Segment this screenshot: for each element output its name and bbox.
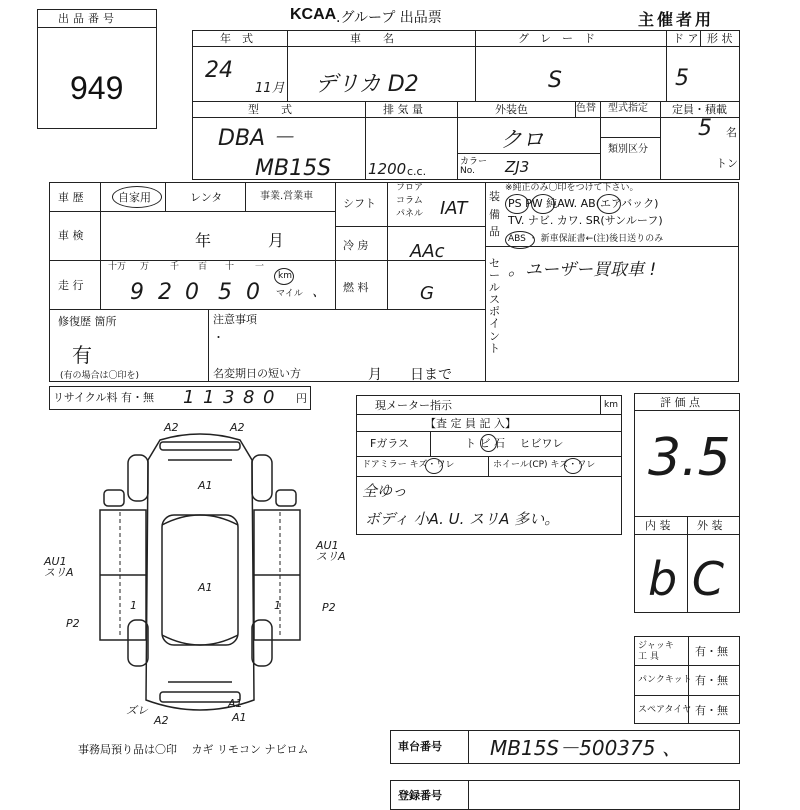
repair-note: (有の場合は〇印を) xyxy=(60,371,140,381)
exterior-color-label: 外装色 xyxy=(495,103,528,116)
abs-circle xyxy=(505,231,535,249)
capacity-unit: 名 xyxy=(726,126,737,139)
meter-unit: km xyxy=(604,400,618,410)
recycle-digit-3: 8 xyxy=(243,387,255,408)
recycle-digit-1: 1 xyxy=(203,387,215,408)
damage-mark-left-door: 1 xyxy=(130,599,137,612)
rental-option: レンタ xyxy=(190,191,223,204)
displacement-label: 排 気 量 xyxy=(383,103,423,116)
fuel-value: G xyxy=(420,283,434,304)
month-value: 11月 xyxy=(255,81,285,96)
damage-mark-rear-bumper: A2 xyxy=(154,714,169,727)
name-change-label: 名変期日の短い方 xyxy=(213,367,301,380)
items-note: 事務局預り品は〇印 カギ リモコン ナビロム xyxy=(78,743,309,756)
spare-value: 有・無 xyxy=(695,704,728,717)
digit-label-4: 十 xyxy=(225,262,235,272)
group-title: .グループ 出品票 xyxy=(336,10,442,26)
equipment-line-3: ABS ・ 新車保証書←(注)後日送りのみ xyxy=(508,234,664,244)
recycle-unit: 円 xyxy=(296,392,307,405)
color-no-value: ZJ3 xyxy=(505,158,530,176)
color-no-label: カラー No. xyxy=(460,157,488,176)
damage-mark-hood: A1 xyxy=(198,479,213,492)
evaluation-score: 3.5 xyxy=(648,428,731,488)
grade-value: S xyxy=(548,68,562,93)
interior-exterior-grades: b C xyxy=(648,552,724,606)
sales-point-value: 。ユーザー買取車 ! xyxy=(508,260,657,280)
mileage-digit-1: 2 xyxy=(158,280,172,305)
ton-unit: トン xyxy=(716,157,738,170)
name-label: 車 名 xyxy=(350,32,394,45)
equipment-line-1: PS PW 純AW. AB(エアバック) xyxy=(508,197,659,210)
wheel-circle xyxy=(564,458,582,474)
shift-option-floor: フロア xyxy=(396,183,424,193)
damage-mark-rear: A1 xyxy=(232,711,247,724)
mileage-digit-4: 0 xyxy=(246,280,260,305)
ac-value: AAc xyxy=(410,241,445,262)
inspector-note-2: ボディ 小A. U. スリA 多い。 xyxy=(365,510,560,528)
lot-number: 949 xyxy=(70,70,124,106)
private-use-circle xyxy=(112,186,162,208)
equipment-label: 装 備 品 xyxy=(489,190,500,239)
model-spec-label: 型式指定 xyxy=(608,103,648,114)
chassis-label: 車台番号 xyxy=(398,740,442,753)
displacement-unit: c.c. xyxy=(407,165,427,178)
history-block xyxy=(49,182,739,382)
capacity-label: 定員・積載 xyxy=(672,103,727,116)
digit-label-2: 千 xyxy=(170,262,180,272)
damage-mark-front-right: A2 xyxy=(230,421,245,434)
damage-mark-rear-shift: ズレ xyxy=(126,704,148,717)
ps-circle xyxy=(505,194,529,214)
shift-value: IAT xyxy=(440,198,468,219)
shift-option-column: コラム xyxy=(396,196,423,206)
business-option: 事業.営業車 xyxy=(260,191,314,202)
model-prefix: DBA － xyxy=(218,126,295,151)
recycle-digit-4: 0 xyxy=(263,387,275,408)
meter-label: 現メーター指示 xyxy=(375,399,452,412)
jack-label: ジャッキ 工 具 xyxy=(638,641,674,662)
inspection-label: 車 検 xyxy=(58,229,84,242)
repair-value: 有 xyxy=(72,343,92,367)
year-label: 年 式 xyxy=(220,32,253,45)
shift-option-panel: パネル xyxy=(396,209,424,219)
mile-unit: マイル xyxy=(276,289,303,299)
damage-mark-left-rear: P2 xyxy=(66,617,80,630)
caution-mark: ・ xyxy=(213,331,224,344)
digit-label-1: 万 xyxy=(140,262,150,272)
damage-mark-right-door: 1 xyxy=(274,599,281,612)
damage-mark-rear-right: A1 xyxy=(228,697,243,710)
displacement-value: 1200 xyxy=(368,160,407,178)
year-value: 24 xyxy=(205,58,233,83)
evaluation-label: 評 価 点 xyxy=(660,396,700,409)
registration-row xyxy=(390,780,740,810)
inspection-month-unit: 月 xyxy=(268,231,285,250)
damage-mark-right-side: AU1 スリA xyxy=(316,539,346,563)
jack-value: 有・無 xyxy=(695,645,728,658)
km-unit: km xyxy=(278,271,292,281)
repair-label: 修復歴 箇所 xyxy=(58,315,117,328)
private-use-option: 自家用 xyxy=(118,191,151,204)
doors-label: ド ア xyxy=(673,32,699,45)
recycle-label: リサイクル料 有・無 xyxy=(53,391,154,404)
brand-logo: KCAA xyxy=(290,6,337,23)
exterior-color-value: クロ xyxy=(500,128,545,153)
capacity-value: 5 xyxy=(698,116,712,141)
damage-mark-left-side: AU1 スリA xyxy=(44,555,74,579)
shape-label: 形 状 xyxy=(707,32,733,45)
interior-label: 内 装 xyxy=(645,519,671,532)
fuel-label: 燃 料 xyxy=(343,281,369,294)
spare-label: スペアタイヤ xyxy=(638,705,692,715)
category-label: 類別区分 xyxy=(608,144,648,155)
damage-mark-front-left: A2 xyxy=(164,421,179,434)
model-label: 型 式 xyxy=(248,103,292,116)
sales-point-label: セールスポイント xyxy=(489,257,500,355)
inspection-year-unit: 年 xyxy=(195,231,212,250)
mileage-label: 走 行 xyxy=(58,279,84,292)
damage-mark-right-rear: P2 xyxy=(322,601,336,614)
grade-label: グ レ ー ド xyxy=(518,32,595,45)
model-value: MB15S xyxy=(255,156,332,181)
wheel-label: ホイール(CP) キズ・ワレ xyxy=(493,460,596,470)
mileage-digit-3: 5 xyxy=(218,280,232,305)
car-name-value: デリカ D2 xyxy=(315,72,419,97)
mirror-circle xyxy=(425,458,443,474)
km-circle xyxy=(274,268,294,285)
recycle-digit-2: 3 xyxy=(223,387,235,408)
damage-mark-roof: A1 xyxy=(198,581,213,594)
lot-label: 出品番号 xyxy=(58,12,118,25)
color-change-label: 色替 xyxy=(576,103,596,114)
puncture-value: 有・無 xyxy=(695,674,728,687)
equipment-note: ※純正のみ〇印をつけて下さい。 xyxy=(505,183,639,193)
history-label: 車 歴 xyxy=(58,191,84,204)
glass-label: Fガラス xyxy=(370,437,409,450)
organizer-label: 主催者用 xyxy=(638,10,715,29)
ac-label: 冷 房 xyxy=(343,239,369,252)
registration-label: 登録番号 xyxy=(398,789,442,802)
digit-label-5: 一 xyxy=(255,262,265,272)
mileage-digit-0: 9 xyxy=(130,280,144,305)
mileage-mark: 、 xyxy=(312,284,326,300)
puncture-label: パンクキット xyxy=(638,675,692,685)
pw-circle xyxy=(531,194,555,214)
name-change-month: 月 xyxy=(368,367,382,383)
glass-option-circle xyxy=(480,434,497,452)
digit-label-3: 百 xyxy=(198,262,208,272)
doors-value: 5 xyxy=(675,66,689,91)
glass-options: ト ビ 石 ヒビワレ xyxy=(465,437,564,450)
car-damage-diagram xyxy=(40,420,360,740)
equipment-line-2: TV. ナビ. カワ. SR(サンルーフ) xyxy=(508,214,663,227)
chassis-value: MB15S－500375 、 xyxy=(490,736,682,760)
exterior-label: 外 装 xyxy=(697,519,723,532)
recycle-digit-0: 1 xyxy=(183,387,195,408)
mileage-digit-2: 0 xyxy=(185,280,199,305)
digit-label-0: 十万 xyxy=(108,262,127,272)
name-change-day: 日まで xyxy=(410,367,452,383)
inspector-label: 【査 定 員 記 入】 xyxy=(425,417,516,430)
caution-label: 注意事項 xyxy=(213,313,257,326)
shift-label: シフト xyxy=(343,197,376,210)
mirror-label: ドアミラー キズ・ワレ xyxy=(362,460,455,470)
ab-circle xyxy=(597,194,621,214)
inspector-note-1: 全ゆっ xyxy=(362,482,407,500)
